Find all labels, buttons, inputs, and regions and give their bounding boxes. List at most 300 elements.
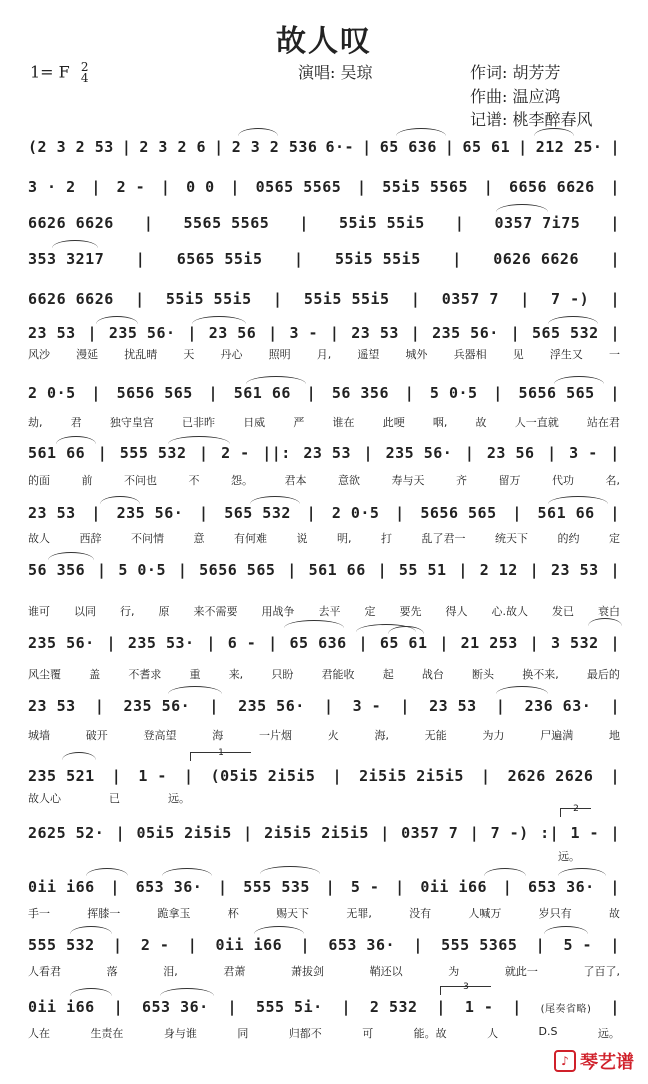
measure-notes: 353 3217 bbox=[28, 250, 105, 268]
lyric-word: 站在君 bbox=[586, 416, 620, 429]
lyric-word: 海 bbox=[212, 729, 224, 742]
barline: | bbox=[299, 214, 309, 232]
notation-row bbox=[28, 874, 620, 900]
barline: | bbox=[610, 444, 620, 462]
barline: | bbox=[187, 936, 198, 954]
measure-notes: 0 0 bbox=[186, 178, 215, 196]
barline: | bbox=[198, 504, 209, 522]
lyric-word: 可 bbox=[362, 1027, 374, 1040]
measure-notes: 3 - bbox=[289, 324, 319, 342]
measure-notes: 5 - bbox=[350, 878, 380, 896]
barline: | bbox=[300, 936, 311, 954]
barline: | bbox=[110, 878, 120, 896]
measure-notes: 235 56· bbox=[238, 697, 305, 715]
slur-arc bbox=[588, 618, 622, 626]
lyric-word: 来, bbox=[228, 668, 244, 681]
measure-notes: 2 - bbox=[140, 936, 170, 954]
slur-arc bbox=[254, 926, 304, 934]
barline: | bbox=[535, 936, 546, 954]
lyric-word: 萧拔剑 bbox=[291, 965, 324, 978]
barline: | bbox=[187, 324, 197, 342]
lyric-word: 不问情 bbox=[131, 532, 164, 545]
barline: | bbox=[143, 214, 154, 232]
lyric-word: 风尘覆 bbox=[28, 668, 61, 681]
barline: | bbox=[214, 138, 224, 156]
lyric-word: 意 bbox=[193, 532, 205, 545]
lyric-word: 见 bbox=[512, 348, 524, 361]
lyric-word: 日威 bbox=[243, 416, 266, 429]
barline: | bbox=[512, 504, 522, 522]
measure-notes: 21 253 bbox=[460, 634, 518, 652]
barline: | bbox=[243, 824, 253, 842]
barline: | bbox=[160, 178, 171, 196]
lyric-word: 代功 bbox=[552, 474, 574, 487]
lyric-word: 同 bbox=[237, 1027, 249, 1040]
lyric-word: 打 bbox=[381, 532, 392, 545]
slur-arc bbox=[396, 128, 446, 136]
lyric-word: 谁可 bbox=[28, 605, 50, 618]
barline: | bbox=[111, 767, 122, 785]
barline: | bbox=[306, 384, 317, 402]
lyric-word: 统天下 bbox=[495, 532, 528, 545]
measure-notes: 2 - bbox=[221, 444, 250, 462]
measure-notes: 65 61 bbox=[462, 138, 511, 156]
lyric-word: 说 bbox=[296, 532, 308, 545]
barline: | bbox=[610, 138, 620, 156]
lyric-word: 落 bbox=[106, 965, 118, 978]
barline: | bbox=[91, 504, 101, 522]
measure-notes: 561 66 bbox=[537, 504, 595, 522]
measure-notes: (2 3 2 53 bbox=[28, 138, 114, 156]
barline: | bbox=[610, 290, 620, 308]
barline: | bbox=[218, 878, 228, 896]
lyric-word: 劫, bbox=[28, 416, 43, 429]
notation-row bbox=[28, 286, 620, 312]
measure-notes: 653 36· bbox=[328, 936, 396, 954]
lyric-word: 月, bbox=[316, 348, 332, 361]
key-label: 1= F bbox=[30, 62, 70, 82]
lyric-word: 鞘还以 bbox=[369, 965, 403, 978]
barline: | bbox=[610, 250, 620, 268]
measure-notes: 561 66 bbox=[233, 384, 291, 402]
lyric-word: 没有 bbox=[409, 907, 432, 920]
measure-notes: 3 - bbox=[352, 697, 382, 715]
notation-row bbox=[28, 820, 620, 846]
slur-arc bbox=[238, 128, 278, 136]
lyric-word: 重 bbox=[189, 668, 201, 681]
lyric-word: 君 bbox=[70, 416, 82, 429]
measure-notes: 555 532 bbox=[28, 936, 95, 954]
measure-notes: 561 66 bbox=[308, 561, 366, 579]
lyric-word: 就此一 bbox=[504, 965, 538, 978]
lyric-word: 为 bbox=[448, 965, 460, 978]
barline: | bbox=[610, 634, 620, 652]
barline: | bbox=[495, 697, 506, 715]
lyric-word: 怨。 bbox=[231, 474, 253, 487]
lyric-word: 定 bbox=[364, 605, 376, 618]
measure-notes: 0ii i66 bbox=[28, 878, 95, 896]
barline: | bbox=[520, 290, 530, 308]
measure-notes: 5656 565 bbox=[199, 561, 276, 579]
measure-notes: 23 53 bbox=[351, 324, 399, 342]
measure-notes: 23 53 bbox=[551, 561, 599, 579]
measure-notes: 2i5i5 2i5i5 bbox=[264, 824, 369, 842]
measure-notes: 0ii i66 bbox=[28, 998, 95, 1016]
lyric-word: 风沙 bbox=[28, 348, 50, 361]
barline: | bbox=[91, 384, 101, 402]
barline: | bbox=[363, 444, 374, 462]
measure-notes: 5565 5565 bbox=[183, 214, 270, 232]
barline: | bbox=[529, 634, 540, 652]
lyric-word: 远。 bbox=[597, 1027, 620, 1040]
lyric-word: 故 bbox=[475, 416, 487, 429]
lyric-word: 泪, bbox=[163, 965, 178, 978]
slur-arc bbox=[162, 868, 212, 876]
barline: | bbox=[323, 697, 334, 715]
measure-notes: 5 - bbox=[563, 936, 593, 954]
measure-notes: 56 356 bbox=[28, 561, 86, 579]
measure-notes: 235 56· bbox=[116, 504, 184, 522]
measure-notes: 565 532 bbox=[224, 504, 291, 522]
notation-row bbox=[28, 557, 620, 583]
lyric-word: 寿与天 bbox=[391, 474, 425, 487]
lyric-word: 名, bbox=[605, 474, 620, 487]
lyric-word: 前 bbox=[81, 474, 93, 487]
barline: | bbox=[610, 324, 620, 342]
barline: | bbox=[439, 634, 449, 652]
notation-row bbox=[28, 440, 620, 466]
lyric-word: 君能收 bbox=[321, 668, 355, 681]
notation-row bbox=[28, 763, 620, 789]
lyric-word: 以同 bbox=[74, 605, 96, 618]
logo-text: 琴艺谱 bbox=[580, 1052, 634, 1073]
barline: | bbox=[230, 178, 240, 196]
barline: | bbox=[268, 634, 278, 652]
lyric-word: 城墙 bbox=[28, 729, 50, 742]
measure-notes: 1 - bbox=[570, 824, 600, 842]
lyric-word: 身与谁 bbox=[163, 1027, 197, 1040]
measure-notes: 565 532 bbox=[531, 324, 599, 342]
measure-notes: 0565 5565 bbox=[255, 178, 342, 196]
measure-notes: 6 - bbox=[227, 634, 257, 652]
lyric-word: 手一 bbox=[28, 907, 50, 920]
slur-arc bbox=[52, 240, 98, 248]
barline: | bbox=[227, 998, 238, 1016]
measure-notes: 235 56· bbox=[385, 444, 453, 462]
measure-notes: 235 56· bbox=[28, 634, 95, 652]
transcriber-credit: 记谱: 桃李醉春风 bbox=[470, 110, 593, 129]
slur-arc bbox=[548, 316, 598, 324]
notation-row bbox=[28, 380, 620, 406]
lyric-word: 赐天下 bbox=[276, 907, 310, 920]
barline: | bbox=[518, 138, 528, 156]
measure-notes: 7 -) bbox=[490, 824, 529, 842]
singer-credit: 演唱: 吴琼 bbox=[298, 63, 373, 82]
slur-arc bbox=[160, 988, 214, 996]
lyric-word: 咽, bbox=[432, 416, 448, 429]
measure-notes: 23 56 bbox=[486, 444, 535, 462]
barline: | bbox=[610, 824, 620, 842]
slur-arc bbox=[548, 496, 608, 504]
measure-notes: 653 36· bbox=[135, 878, 203, 896]
lyric-word: 归都不 bbox=[288, 1027, 322, 1040]
lyric-word: 乱了君一 bbox=[421, 532, 466, 545]
measure-notes: 2 532 bbox=[369, 998, 418, 1016]
lyric-word: 能。故 bbox=[413, 1027, 447, 1040]
measure-notes: 2 3 2 536 bbox=[231, 138, 318, 156]
slur-arc bbox=[496, 204, 548, 212]
slur-arc bbox=[260, 866, 320, 874]
slur-arc bbox=[554, 376, 604, 384]
lyric-word: 城外 bbox=[405, 348, 428, 361]
measure-notes: 23 53 bbox=[28, 697, 76, 715]
measure-notes: 653 36· bbox=[528, 878, 595, 896]
lyric-word: 故 bbox=[608, 907, 620, 920]
lyric-word: 无能 bbox=[424, 729, 447, 742]
lyric-word: 尸遍满 bbox=[540, 729, 574, 742]
lyric-word: 火 bbox=[327, 729, 339, 742]
measure-notes: 235 56· bbox=[108, 324, 176, 342]
measure-notes: (05i5 2i5i5 bbox=[210, 767, 316, 785]
lyric-row bbox=[28, 472, 620, 488]
lyric-word: 一片烟 bbox=[259, 729, 292, 742]
time-signature bbox=[81, 62, 89, 84]
notation-row bbox=[28, 994, 620, 1020]
barline: | bbox=[410, 290, 421, 308]
composer-credit: 作曲: 温应鸿 bbox=[470, 87, 561, 106]
lyric-word: 破开 bbox=[85, 729, 108, 742]
measure-notes: 2i5i5 2i5i5 bbox=[359, 767, 464, 785]
barline: | bbox=[502, 878, 513, 896]
lyric-word: 战台 bbox=[421, 668, 444, 681]
slur-arc bbox=[70, 988, 112, 996]
barline: | bbox=[481, 767, 491, 785]
lyric-word: 君萧 bbox=[223, 965, 246, 978]
measure-notes: 56 356 bbox=[331, 384, 389, 402]
measure-notes: 0357 7i75 bbox=[494, 214, 581, 232]
time-sig-top: 2 bbox=[80, 60, 89, 74]
measure-notes: 3 · 2 bbox=[28, 178, 76, 196]
measure-notes: 2625 52· bbox=[28, 824, 105, 842]
lyric-word: 遥望 bbox=[357, 348, 380, 361]
lyric-word: 断头 bbox=[472, 668, 495, 681]
slur-arc bbox=[284, 620, 344, 628]
measure-notes: 561 66 bbox=[28, 444, 86, 462]
notation-row bbox=[28, 630, 620, 656]
measure-notes: 5 0·5 bbox=[429, 384, 478, 402]
lyric-word: 丹心 bbox=[220, 348, 243, 361]
measure-notes: 6·- bbox=[325, 138, 355, 156]
barline: | bbox=[357, 178, 367, 196]
barline: | bbox=[404, 384, 415, 402]
measure-notes: 555 5i· bbox=[255, 998, 323, 1016]
lyric-row bbox=[28, 790, 620, 806]
lyric-word: 故人 bbox=[28, 532, 50, 545]
lyric-word: 意欲 bbox=[338, 474, 360, 487]
barline: | bbox=[106, 634, 117, 652]
lyric-word: 的面 bbox=[28, 474, 50, 487]
barline: | bbox=[493, 384, 503, 402]
barline: | bbox=[512, 998, 522, 1016]
lyric-word: 心.故人 bbox=[491, 605, 528, 618]
barline: | bbox=[547, 444, 557, 462]
lyric-row bbox=[28, 346, 620, 362]
measure-notes: 2 0·5 bbox=[28, 384, 76, 402]
song-title: 故人叹 bbox=[276, 24, 372, 59]
measure-notes: 235 56· bbox=[432, 324, 499, 342]
measure-notes: 55i5 55i5 bbox=[165, 290, 252, 308]
slur-arc bbox=[100, 496, 140, 504]
measure-notes: 1 - bbox=[138, 767, 167, 785]
lyric-word: 定 bbox=[609, 532, 620, 545]
lyric-word: 西辞 bbox=[79, 532, 102, 545]
barline: | bbox=[184, 767, 194, 785]
slur-arc bbox=[388, 626, 424, 634]
lyric-word: 去平 bbox=[318, 605, 341, 618]
barline: | bbox=[452, 250, 462, 268]
lyric-word: 起 bbox=[382, 668, 394, 681]
lyric-word: 换不来, bbox=[522, 668, 559, 681]
barline: | bbox=[458, 561, 468, 579]
barline: | bbox=[395, 878, 405, 896]
lyric-row bbox=[28, 530, 620, 546]
barline: | bbox=[87, 324, 97, 342]
measure-notes: (尾奏省略) bbox=[540, 1003, 592, 1015]
measure-notes: 3 532 bbox=[551, 634, 599, 652]
volta-bracket: 1 bbox=[190, 752, 251, 761]
lyric-word: 行, bbox=[120, 605, 135, 618]
notation-row bbox=[28, 210, 620, 236]
slur-arc bbox=[96, 316, 138, 324]
lyric-word: 挥膝一 bbox=[87, 907, 121, 920]
measure-notes: 05i5 2i5i5 bbox=[136, 824, 232, 842]
lyric-row bbox=[28, 1025, 620, 1041]
measure-notes: 236 63· bbox=[524, 697, 592, 715]
lyric-word: 扰乱晴 bbox=[124, 348, 158, 361]
lyric-word: 一 bbox=[609, 348, 620, 361]
barline: | bbox=[444, 138, 455, 156]
slur-arc bbox=[246, 376, 306, 384]
notation-row bbox=[28, 932, 620, 958]
barline: | bbox=[113, 998, 124, 1016]
site-logo bbox=[554, 1048, 634, 1074]
lyric-word: 有何难 bbox=[234, 532, 267, 545]
measure-notes: 6626 6626 bbox=[28, 214, 114, 232]
barline: | bbox=[377, 561, 388, 579]
lyric-word: 无罪, bbox=[346, 907, 372, 920]
lyric-word: 留万 bbox=[498, 474, 521, 487]
measure-notes: 2 - bbox=[116, 178, 146, 196]
barline: | bbox=[287, 561, 297, 579]
measure-notes: 55i5 55i5 bbox=[303, 290, 390, 308]
lyric-word: 登高望 bbox=[143, 729, 177, 742]
lyric-word: 远。 bbox=[558, 850, 580, 863]
lyric-word: 远。 bbox=[168, 792, 190, 805]
barline: | bbox=[413, 936, 423, 954]
barline: ||: bbox=[262, 444, 291, 462]
barline: | bbox=[610, 936, 620, 954]
barline: | bbox=[362, 138, 372, 156]
lyric-word: 不问也 bbox=[124, 474, 157, 487]
lyric-word: 盖 bbox=[89, 668, 101, 681]
measure-notes: 65 61 bbox=[379, 634, 428, 652]
lyric-word: D.S bbox=[538, 1025, 558, 1038]
lyric-word: 不耆求 bbox=[128, 668, 162, 681]
slur-arc bbox=[62, 752, 96, 760]
measure-notes: 23 53 bbox=[28, 324, 76, 342]
notation-row bbox=[28, 134, 620, 160]
lyric-row bbox=[28, 727, 620, 743]
lyric-word: 已 bbox=[109, 792, 120, 805]
slur-arc bbox=[86, 868, 128, 876]
slur-arc bbox=[48, 552, 94, 560]
lyric-word: 了百了, bbox=[583, 965, 620, 978]
barline: | bbox=[206, 634, 216, 652]
measure-notes: 5656 565 bbox=[518, 384, 595, 402]
notation-row bbox=[28, 174, 620, 200]
lyric-word: 浮生又 bbox=[549, 348, 583, 361]
measure-notes: 23 53 bbox=[429, 697, 477, 715]
lyric-word: 原 bbox=[158, 605, 170, 618]
barline: | bbox=[113, 936, 123, 954]
measure-notes: 5656 565 bbox=[420, 504, 497, 522]
barline: | bbox=[121, 138, 132, 156]
slur-arc bbox=[56, 436, 96, 444]
measure-notes: 23 56 bbox=[208, 324, 257, 342]
lyric-row bbox=[28, 848, 620, 864]
measure-notes: 2626 2626 bbox=[507, 767, 594, 785]
barline: | bbox=[115, 824, 126, 842]
lyric-word: 得人 bbox=[445, 605, 468, 618]
time-sig-bottom: 4 bbox=[80, 71, 89, 85]
lyric-word: 杯 bbox=[227, 907, 239, 920]
barline: | bbox=[199, 444, 209, 462]
volta-bracket: 2 bbox=[560, 808, 591, 817]
measure-notes: 2 0·5 bbox=[331, 504, 380, 522]
barline: | bbox=[341, 998, 352, 1016]
barline: | bbox=[610, 384, 620, 402]
barline: :| bbox=[540, 824, 560, 842]
barline: | bbox=[97, 561, 107, 579]
lyric-word: 来不需要 bbox=[193, 605, 238, 618]
measure-notes: 65 636 bbox=[289, 634, 347, 652]
barline: | bbox=[325, 878, 336, 896]
lyric-word: 衰白 bbox=[598, 605, 620, 618]
barline: | bbox=[483, 178, 494, 196]
measure-notes: 555 5365 bbox=[441, 936, 518, 954]
barline: | bbox=[329, 324, 340, 342]
measure-notes: 2 12 bbox=[479, 561, 518, 579]
notation-row bbox=[28, 693, 620, 719]
logo-icon: ♪ bbox=[554, 1050, 576, 1072]
measure-notes: 235 56· bbox=[123, 697, 191, 715]
slur-arc bbox=[558, 868, 606, 876]
measure-notes: 5 0·5 bbox=[118, 561, 166, 579]
barline: | bbox=[268, 324, 278, 342]
barline: | bbox=[610, 878, 620, 896]
lyric-word: 已非昨 bbox=[182, 416, 216, 429]
slur-arc bbox=[168, 436, 230, 444]
lyric-word: 的约 bbox=[557, 532, 580, 545]
lyric-word: 跪拿玉 bbox=[157, 907, 191, 920]
measure-notes: 23 53 bbox=[28, 504, 76, 522]
measure-notes: 55i5 55i5 bbox=[334, 250, 421, 268]
barline: | bbox=[464, 444, 475, 462]
barline: | bbox=[454, 214, 465, 232]
lyric-row bbox=[28, 905, 620, 921]
lyric-word: 人看君 bbox=[28, 965, 61, 978]
lyric-word: 人在 bbox=[28, 1027, 50, 1040]
